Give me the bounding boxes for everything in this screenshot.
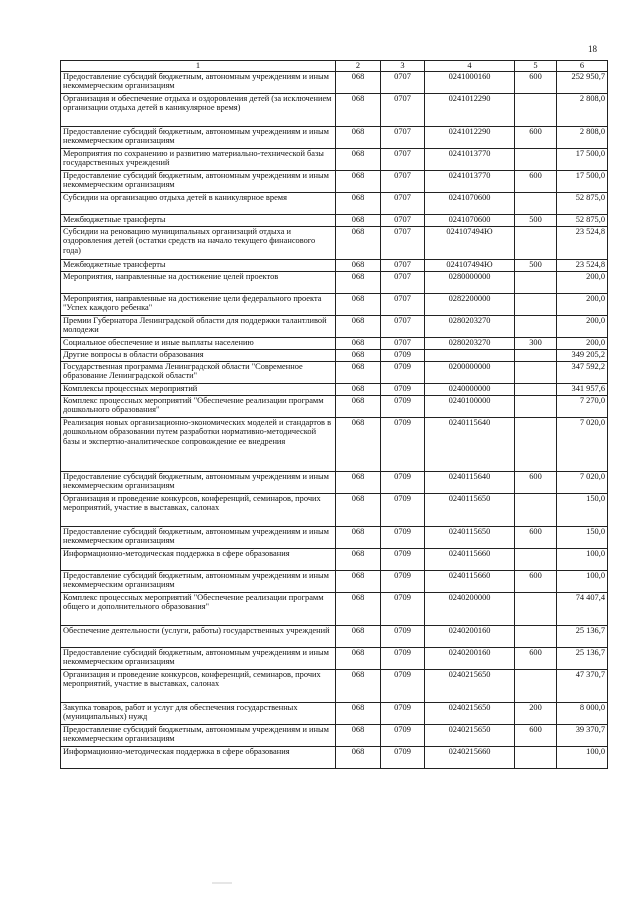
table-cell: 0200000000 bbox=[425, 362, 515, 384]
table-cell: 0240200160 bbox=[425, 626, 515, 648]
table-cell: Другие вопросы в области образования bbox=[61, 350, 336, 362]
table-row bbox=[61, 338, 608, 350]
table-cell: 600 bbox=[515, 171, 557, 193]
table-cell: Мероприятия, направленные на достижение целей проектов bbox=[61, 272, 336, 294]
table-cell: 0709 bbox=[381, 396, 425, 418]
table-cell: Обеспечение деятельности (услуги, работы) государственных учреждений bbox=[61, 626, 336, 648]
table-cell: 100,0 bbox=[557, 549, 608, 571]
table-cell: Предоставление субсидий бюджетным, автономным учреждениям и иным некоммерческим организациям bbox=[61, 527, 336, 549]
table-cell bbox=[515, 418, 557, 472]
table-cell: 600 bbox=[515, 127, 557, 149]
table-cell: Организация и проведение конкурсов, конференций, семинаров, прочих мероприятий, участие в выставках, салонах bbox=[61, 494, 336, 527]
table-cell: 0240215650 bbox=[425, 670, 515, 703]
table-cell bbox=[515, 193, 557, 215]
table-cell: 0709 bbox=[381, 494, 425, 527]
table-cell: Предоставление субсидий бюджетным, автономным учреждениям и иным некоммерческим организациям bbox=[61, 725, 336, 747]
table-cell: 068 bbox=[336, 396, 381, 418]
table-cell: 024107494Ю bbox=[425, 227, 515, 260]
table-cell: 0707 bbox=[381, 127, 425, 149]
table-row bbox=[61, 527, 608, 549]
table-cell: 200,0 bbox=[557, 316, 608, 338]
table-cell: 0709 bbox=[381, 472, 425, 494]
table-cell: Предоставление субсидий бюджетным, автономным учреждениям и иным некоммерческим организациям bbox=[61, 171, 336, 193]
table-cell: 068 bbox=[336, 593, 381, 626]
table-cell: Информационно-методическая поддержка в сфере образования bbox=[61, 747, 336, 769]
table-cell: 068 bbox=[336, 260, 381, 272]
table-cell: 0240215660 bbox=[425, 747, 515, 769]
table-row bbox=[61, 316, 608, 338]
table-cell: Социальное обеспечение и иные выплаты населению bbox=[61, 338, 336, 350]
table-row bbox=[61, 350, 608, 362]
table-row bbox=[61, 747, 608, 769]
table-cell: Предоставление субсидий бюджетным, автономным учреждениям и иным некоммерческим организациям bbox=[61, 472, 336, 494]
table-cell: 300 bbox=[515, 338, 557, 350]
budget-table bbox=[60, 60, 608, 769]
table-cell: Межбюджетные трансферты bbox=[61, 260, 336, 272]
table-cell: 0707 bbox=[381, 227, 425, 260]
table-row bbox=[61, 72, 608, 94]
table-cell bbox=[515, 149, 557, 171]
table-cell: 74 407,4 bbox=[557, 593, 608, 626]
table-row bbox=[61, 593, 608, 626]
table-cell bbox=[515, 294, 557, 316]
table-row bbox=[61, 362, 608, 384]
table-cell: 17 500,0 bbox=[557, 149, 608, 171]
table-cell: 068 bbox=[336, 494, 381, 527]
table-cell: 068 bbox=[336, 703, 381, 725]
column-header: 3 bbox=[381, 61, 425, 72]
table-cell bbox=[515, 227, 557, 260]
table-cell: Комплекс процессных мероприятий "Обеспечение реализации программ общего и дополнительного образования" bbox=[61, 593, 336, 626]
table-cell: 0709 bbox=[381, 626, 425, 648]
table-cell: 0709 bbox=[381, 593, 425, 626]
table-row bbox=[61, 670, 608, 703]
table-cell: 068 bbox=[336, 549, 381, 571]
table-cell: 068 bbox=[336, 338, 381, 350]
table-cell bbox=[515, 272, 557, 294]
table-row bbox=[61, 626, 608, 648]
table-cell: 347 592,2 bbox=[557, 362, 608, 384]
table-cell: 52 875,0 bbox=[557, 215, 608, 227]
table-body bbox=[61, 72, 608, 769]
scan-mark bbox=[212, 882, 232, 884]
table-cell: 600 bbox=[515, 527, 557, 549]
column-header: 2 bbox=[336, 61, 381, 72]
table-cell: 150,0 bbox=[557, 527, 608, 549]
table-cell: 068 bbox=[336, 294, 381, 316]
table-cell: 068 bbox=[336, 316, 381, 338]
table-row bbox=[61, 294, 608, 316]
table-cell: Государственная программа Ленинградской области "Современное образование Ленинградской области" bbox=[61, 362, 336, 384]
table-cell: 068 bbox=[336, 149, 381, 171]
table-cell: 0240100000 bbox=[425, 396, 515, 418]
table-cell: Предоставление субсидий бюджетным, автономным учреждениям и иным некоммерческим организациям bbox=[61, 571, 336, 593]
table-cell: 0709 bbox=[381, 571, 425, 593]
table-cell: 25 136,7 bbox=[557, 648, 608, 670]
table-cell: 0240200160 bbox=[425, 648, 515, 670]
table-cell: 0707 bbox=[381, 94, 425, 127]
table-cell: 068 bbox=[336, 670, 381, 703]
table-cell: 0241012290 bbox=[425, 127, 515, 149]
table-cell: 0240115660 bbox=[425, 571, 515, 593]
table-cell: Предоставление субсидий бюджетным, автономным учреждениям и иным некоммерческим организациям bbox=[61, 72, 336, 94]
table-cell: 500 bbox=[515, 215, 557, 227]
page-number: 18 bbox=[588, 44, 597, 54]
column-header: 5 bbox=[515, 61, 557, 72]
table-cell bbox=[515, 384, 557, 396]
table-cell: 100,0 bbox=[557, 747, 608, 769]
table-cell: Организация и проведение конкурсов, конференций, семинаров, прочих мероприятий, участие в выставках, салонах bbox=[61, 670, 336, 703]
table-cell: Премии Губернатора Ленинградской области для поддержки талантливой молодежи bbox=[61, 316, 336, 338]
table-cell bbox=[515, 549, 557, 571]
table-cell: 0240200000 bbox=[425, 593, 515, 626]
table-cell: 0240115650 bbox=[425, 527, 515, 549]
table-cell: 0707 bbox=[381, 316, 425, 338]
table-cell: Информационно-методическая поддержка в сфере образования bbox=[61, 549, 336, 571]
table-cell: 52 875,0 bbox=[557, 193, 608, 215]
table-cell bbox=[515, 316, 557, 338]
table-row bbox=[61, 171, 608, 193]
table-cell: 8 000,0 bbox=[557, 703, 608, 725]
table-row bbox=[61, 127, 608, 149]
table-cell: 0709 bbox=[381, 362, 425, 384]
table-cell: 600 bbox=[515, 648, 557, 670]
table-cell: 0707 bbox=[381, 72, 425, 94]
table-cell: 068 bbox=[336, 350, 381, 362]
table-cell: 0707 bbox=[381, 149, 425, 171]
table-cell: 600 bbox=[515, 472, 557, 494]
table-cell: 068 bbox=[336, 747, 381, 769]
table-cell: Предоставление субсидий бюджетным, автономным учреждениям и иным некоммерческим организациям bbox=[61, 648, 336, 670]
table-cell: 0709 bbox=[381, 648, 425, 670]
table-row bbox=[61, 260, 608, 272]
table-cell: 600 bbox=[515, 72, 557, 94]
table-row bbox=[61, 193, 608, 215]
table-row bbox=[61, 725, 608, 747]
table-row bbox=[61, 703, 608, 725]
table-cell: Субсидии на реновацию муниципальных организаций отдыха и оздоровления детей (остатки средств на начало текущего финансового года) bbox=[61, 227, 336, 260]
table-cell: 068 bbox=[336, 215, 381, 227]
table-cell: 600 bbox=[515, 725, 557, 747]
table-cell: 349 205,2 bbox=[557, 350, 608, 362]
table-cell: 0707 bbox=[381, 171, 425, 193]
table-cell: 341 957,6 bbox=[557, 384, 608, 396]
table-cell: 068 bbox=[336, 193, 381, 215]
table-cell: 0240115650 bbox=[425, 494, 515, 527]
table-cell: 200 bbox=[515, 703, 557, 725]
table-row bbox=[61, 418, 608, 472]
table-cell: 7 020,0 bbox=[557, 472, 608, 494]
table-cell: 100,0 bbox=[557, 571, 608, 593]
table-cell: Мероприятия по сохранению и развитию материально-технической базы государственных учреждений bbox=[61, 149, 336, 171]
table-cell: 0709 bbox=[381, 350, 425, 362]
table-cell: 7 270,0 bbox=[557, 396, 608, 418]
table-cell: 47 370,7 bbox=[557, 670, 608, 703]
table-cell: 0709 bbox=[381, 725, 425, 747]
table-cell: 0709 bbox=[381, 670, 425, 703]
table-cell: 0709 bbox=[381, 384, 425, 396]
table-cell: 0709 bbox=[381, 747, 425, 769]
table-cell: Организация и обеспечение отдыха и оздоровления детей (за исключением организации отдыха детей в каникулярное время) bbox=[61, 94, 336, 127]
table-cell bbox=[515, 494, 557, 527]
table-cell: 068 bbox=[336, 527, 381, 549]
table-cell: 0280203270 bbox=[425, 316, 515, 338]
table-cell: 17 500,0 bbox=[557, 171, 608, 193]
table-row bbox=[61, 384, 608, 396]
table-cell: 068 bbox=[336, 171, 381, 193]
table-cell: 23 524,8 bbox=[557, 227, 608, 260]
table-row bbox=[61, 571, 608, 593]
table-cell: 0709 bbox=[381, 418, 425, 472]
table-cell: 068 bbox=[336, 626, 381, 648]
table-cell: 0241070600 bbox=[425, 193, 515, 215]
table-cell: 068 bbox=[336, 127, 381, 149]
table-cell: 068 bbox=[336, 94, 381, 127]
table-cell: 068 bbox=[336, 725, 381, 747]
table-cell: 0709 bbox=[381, 703, 425, 725]
table-cell: 024107494Ю bbox=[425, 260, 515, 272]
column-header: 6 bbox=[557, 61, 608, 72]
table-cell: Закупка товаров, работ и услуг для обеспечения государственных (муниципальных) нужд bbox=[61, 703, 336, 725]
table-row bbox=[61, 549, 608, 571]
table-cell: 0280203270 bbox=[425, 338, 515, 350]
table-cell bbox=[515, 593, 557, 626]
table-cell bbox=[515, 94, 557, 127]
table-cell: 0241070600 bbox=[425, 215, 515, 227]
table-cell: 068 bbox=[336, 418, 381, 472]
table-row bbox=[61, 472, 608, 494]
table-cell: 25 136,7 bbox=[557, 626, 608, 648]
table-header-row bbox=[61, 61, 608, 72]
table-cell: 200,0 bbox=[557, 272, 608, 294]
column-header: 4 bbox=[425, 61, 515, 72]
table-cell: 0241000160 bbox=[425, 72, 515, 94]
table-row bbox=[61, 149, 608, 171]
table-cell: 0240215650 bbox=[425, 725, 515, 747]
table-cell bbox=[515, 362, 557, 384]
table-cell: 0707 bbox=[381, 338, 425, 350]
table-cell: 0707 bbox=[381, 260, 425, 272]
table-cell: 0240000000 bbox=[425, 384, 515, 396]
table-cell: 0707 bbox=[381, 272, 425, 294]
table-row bbox=[61, 94, 608, 127]
table-cell: 39 370,7 bbox=[557, 725, 608, 747]
table-cell: 0280000000 bbox=[425, 272, 515, 294]
table-cell: 7 020,0 bbox=[557, 418, 608, 472]
table-cell: 068 bbox=[336, 272, 381, 294]
table-row bbox=[61, 648, 608, 670]
table-cell: 0240115640 bbox=[425, 418, 515, 472]
table-cell: 23 524,8 bbox=[557, 260, 608, 272]
table-cell: Комплекс процессных мероприятий "Обеспечение реализации программ дошкольного образования" bbox=[61, 396, 336, 418]
table-cell bbox=[425, 350, 515, 362]
table-cell: 068 bbox=[336, 227, 381, 260]
table-row bbox=[61, 227, 608, 260]
table-cell bbox=[515, 747, 557, 769]
table-cell: Субсидии на организацию отдыха детей в каникулярное время bbox=[61, 193, 336, 215]
table-cell: 150,0 bbox=[557, 494, 608, 527]
table-cell: 068 bbox=[336, 362, 381, 384]
table-cell bbox=[515, 350, 557, 362]
table-cell bbox=[515, 670, 557, 703]
table-cell: Предоставление субсидий бюджетным, автономным учреждениям и иным некоммерческим организациям bbox=[61, 127, 336, 149]
table-cell: 0241013770 bbox=[425, 149, 515, 171]
table-cell: 0707 bbox=[381, 193, 425, 215]
table-cell: 0241013770 bbox=[425, 171, 515, 193]
table-cell bbox=[515, 626, 557, 648]
table-cell: 0240215650 bbox=[425, 703, 515, 725]
table-cell: 200,0 bbox=[557, 338, 608, 350]
table-cell: 200,0 bbox=[557, 294, 608, 316]
table-cell: 068 bbox=[336, 72, 381, 94]
table-cell: 068 bbox=[336, 648, 381, 670]
table-cell: 0709 bbox=[381, 549, 425, 571]
table-cell: 0709 bbox=[381, 527, 425, 549]
table-cell bbox=[515, 396, 557, 418]
table-cell: 068 bbox=[336, 571, 381, 593]
table-cell: 0240115640 bbox=[425, 472, 515, 494]
table-cell: 0707 bbox=[381, 215, 425, 227]
table-cell: Мероприятия, направленные на достижение цели федерального проекта "Успех каждого ребенка" bbox=[61, 294, 336, 316]
table-row bbox=[61, 272, 608, 294]
table-cell: Реализация новых организационно-экономических моделей и стандартов в дошкольном образовании путем разработки нормативно-методической базы и экспертно-аналитическое сопровождение ее внедрения bbox=[61, 418, 336, 472]
table-cell: 500 bbox=[515, 260, 557, 272]
table-cell: 600 bbox=[515, 571, 557, 593]
table-row bbox=[61, 215, 608, 227]
table-cell: 2 808,0 bbox=[557, 127, 608, 149]
table-cell: 068 bbox=[336, 384, 381, 396]
table-cell: 252 950,7 bbox=[557, 72, 608, 94]
table-row bbox=[61, 494, 608, 527]
column-header: 1 bbox=[61, 61, 336, 72]
table-cell: 2 808,0 bbox=[557, 94, 608, 127]
table-cell: Комплексы процессных мероприятий bbox=[61, 384, 336, 396]
table-cell: Межбюджетные трансферты bbox=[61, 215, 336, 227]
table-cell: 068 bbox=[336, 472, 381, 494]
table-cell: 0241012290 bbox=[425, 94, 515, 127]
table-cell: 0240115660 bbox=[425, 549, 515, 571]
table-row bbox=[61, 396, 608, 418]
table-cell: 0282200000 bbox=[425, 294, 515, 316]
table-cell: 0707 bbox=[381, 294, 425, 316]
